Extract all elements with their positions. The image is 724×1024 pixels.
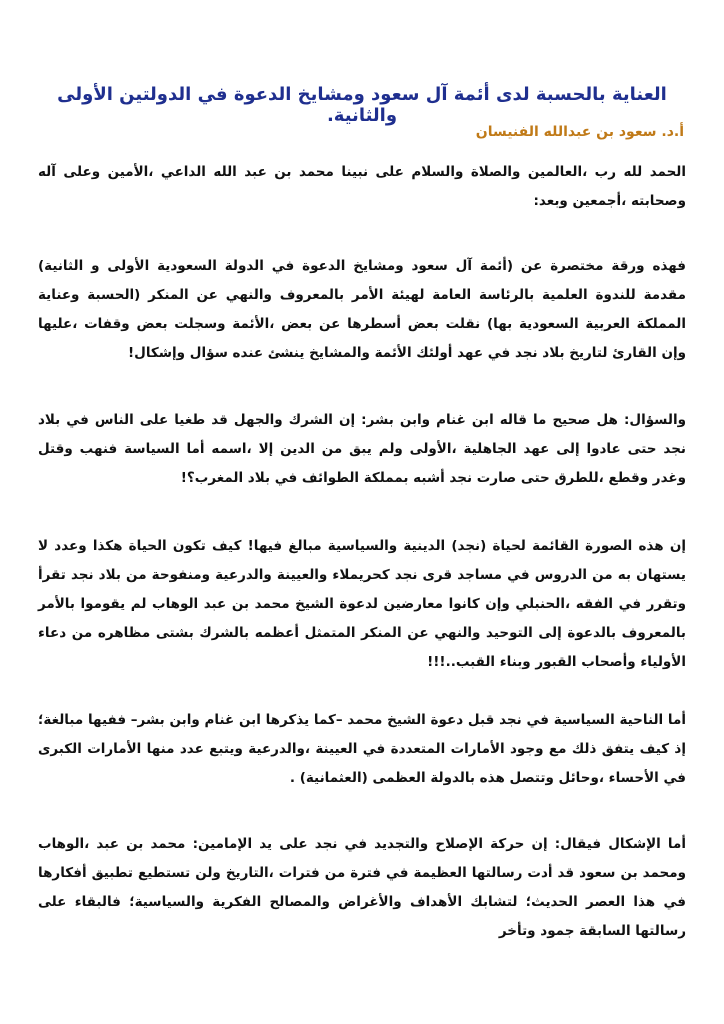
paragraph-political-life: أما الناحية السياسية في نجد قبل دعوة الشيخ محمد –كما يذكرها ابن غنام وابن بشر– ففيها مبالغة؛ إذ كيف يتفق ذلك مع وجود الأمارات المتعددة في العيينة ،والدرعية ويتبع عدد منها الأمارات الكبرى في الأحساء ،وحائل وتتصل هذه بالدولة العظمى (العثمانية) . bbox=[38, 712, 686, 786]
document-title: العناية بالحسبة لدى أئمة آل سعود ومشايخ الدعوة في الدولتين الأولى والثانية. bbox=[57, 84, 667, 126]
paragraph-question: والسؤال: هل صحيح ما قاله ابن غنام وابن بشر: إن الشرك والجهل قد طغيا على الناس في بلاد نجد حتى عادوا إلى عهد الجاهلية ،الأولى ولم يبق من الدين إلا ،اسمه أما السياسة فنهب وقتل وغدر وقطع ،للطرق حتى صارت نجد أشبه بمملكة الطوائف في بلاد المغرب؟! bbox=[38, 412, 686, 486]
paragraph-issue: أما الإشكال فيقال: إن حركة الإصلاح والتجديد في نجد على يد الإمامين: محمد بن عبد ،الوهاب ومحمد بن سعود قد أدت رسالتها العظيمة في فترة من فترات ،التاريخ ولن تستطيع تطبيق أفكارها في هذا العصر الحديث؛ لتشابك الأهداف والأغراض والمصالح الفكرية والسياسية؛ فالبقاء على رسالتها السابقة جمود وتأخر bbox=[38, 836, 686, 939]
author-name: أ.د. سعود بن عبدالله الفنيسان bbox=[475, 124, 684, 140]
paragraph-opening: الحمد لله رب ،العالمين والصلاة والسلام على نبينا محمد بن عبد الله الداعي ،الأمين وعلى آله وصحابته ،أجمعين وبعد: bbox=[38, 164, 686, 209]
document-page bbox=[38, 0, 686, 1024]
paragraph-religious-life: إن هذه الصورة القائمة لحياة (نجد) الدينية والسياسية مبالغ فيها! كيف تكون الحياة هكذا وعدد لا يستهان به من الدروس في مساجد قرى نجد كحريملاء والعيينة والدرعية ومنفوحة من بلاد نجد تقرأ وتقرر في الفقه ،الحنبلي وإن كانوا معارضين لدعوة الشيخ محمد بن عبد الوهاب لم يقوموا بالأمر بالمعروف بالدعوة إلى التوحيد والنهي عن المنكر المتمثل أعظمه بالشرك بشتى مظاهره من دعاء الأولياء وأصحاب القبور وبناء القبب..!!! bbox=[38, 538, 686, 670]
paragraph-introduction: فهذه ورقة مختصرة عن (أئمة آل سعود ومشايخ الدعوة في الدولة السعودية الأولى و الثانية) مقدمة للندوة العلمية بالرئاسة العامة لهيئة الأمر بالمعروف والنهي عن المنكر (الحسبة وعناية المملكة العربية السعودية بها) نقلت بعض أسطرها عن بعض ،الأئمة وسجلت بعض وقفات ،عليها وإن القارئ لتاريخ بلاد نجد في عهد أولئك الأئمة والمشايخ ينشئ عنده سؤال وإشكال! bbox=[38, 258, 686, 361]
